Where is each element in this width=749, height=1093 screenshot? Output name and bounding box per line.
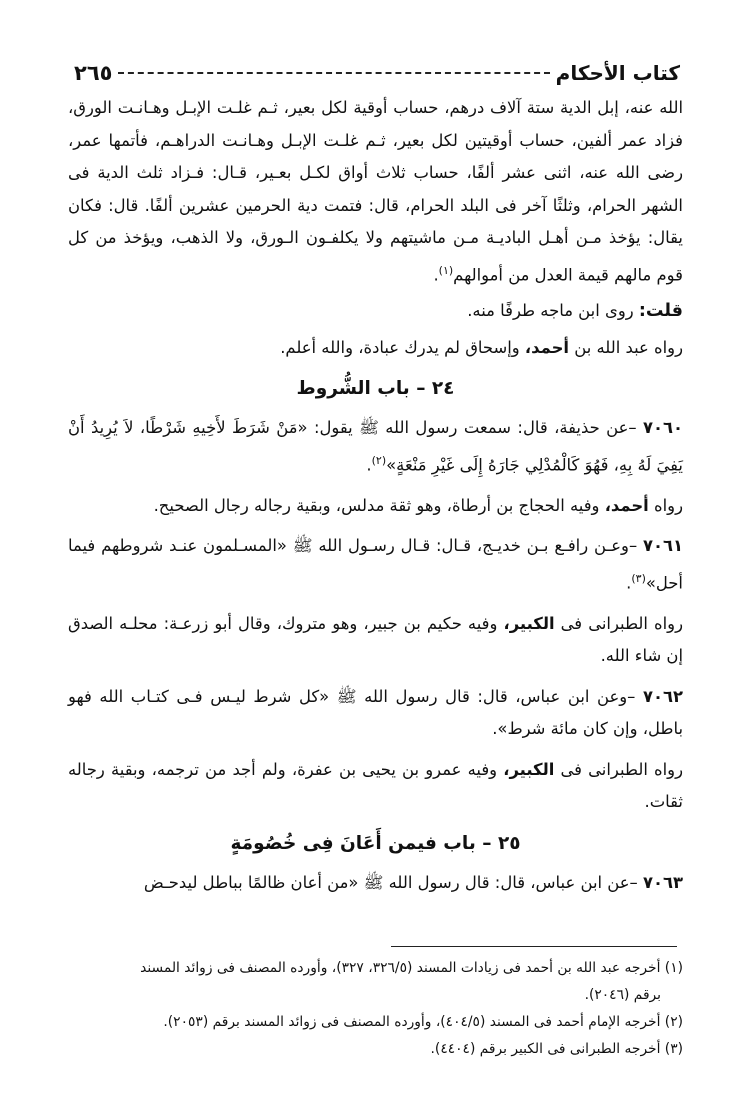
hadith-number-7061: ٧٠٦١	[642, 536, 683, 556]
riwaya-7061	[68, 608, 683, 673]
main-text	[68, 92, 683, 907]
page-number: ٢٦٥	[74, 61, 113, 85]
hadith-7060: ٧٠٦٠ –عن حذيفة، قال: سمعت رسول الله ﷺ يقول: «مَنْ شَرَطَ لأَخِيهِ شَرْطًا، لاَ يُرِيدُ أَنْ يَفِيَ لَهُ بِهِ، فَهُوَ كَالْمُدْلِي جَارَهُ إِلَى غَيْرِ مَنْعَةٍ»$^{(٢)}$.	[68, 418, 683, 475]
riwaya-7062	[68, 754, 683, 819]
riwaya-7061-start: رواه الطبرانى فى	[554, 613, 683, 633]
header-dashed-rule	[118, 72, 549, 74]
paragraph-riwaya-abdullah	[68, 332, 683, 365]
hadith-7061: ٧٠٦١ –وعـن رافـع بـن خديـج، قـال: قـال رسـول الله ﷺ «المسـلمون عنـد شروطهم فيما أحل»$^{(٣)}$.	[68, 536, 683, 593]
source-kabir: الكبير،	[503, 613, 555, 633]
hadith-number-7060: ٧٠٦٠	[642, 418, 683, 438]
riwaya-7062-end: وفيه عمرو بن يحيى بن عفرة، ولم أجد من ترجمه، وبقية رجاله ثقات.	[68, 759, 683, 812]
footnote-ref-2: (٢)	[371, 453, 387, 467]
riwaya-7060-start: رواه	[648, 495, 683, 515]
hadith-text-7061: –وعـن رافـع بـن خديـج، قـال: قـال رسـول الله ﷺ «المسـلمون عنـد شروطهم فيما أحل»	[68, 536, 683, 593]
paragraph-qultu	[68, 295, 683, 328]
riwaya-7060-end: وفيه الحجاج بن أرطاة، وهو ثقة مدلس، وبقية رجاله رجال الصحيح.	[153, 495, 605, 515]
hadith-7062	[68, 681, 683, 746]
hadith-number-7062: ٧٠٦٢	[642, 686, 683, 706]
hadith-number-7063: ٧٠٦٣	[642, 872, 683, 892]
paragraph-diya-text: الله عنه، إبل الدية ستة آلاف درهم، حساب أوقية لكل بعير، ثـم غلـت الإبـل وهـانـت الورق، فزاد عمر ألفين، حساب أوقيتين لكل بعير، ثـم غلـت الإبـل وهـانـت الدراهـم، فأتمها عمر، رضى الله عنه، اثنى عشر ألفًا، حساب ثلاث أواق لكـل بعـير، قـال: فـزاد ثلث الدية فى الشهر الحرام، وثلثًا آخر فى البلد الحرام، قال: فتمت دية الحرمين عشرين ألفًا. قال: فكان يقال: يؤخذ مـن أهـل الباديـة مـن ماشيتهم ولا يكلفـون الـورق، ولا الذهب، ويؤخذ من كل قوم مالهم قيمة العدل من أموالهم	[68, 98, 683, 284]
footnote-ref-1: (١)	[438, 263, 454, 277]
footnote-separator	[391, 946, 677, 947]
qultu-label: قلت:	[638, 301, 683, 322]
hadith-text-7060: –عن حذيفة، قال: سمعت رسول الله ﷺ يقول: «مَنْ شَرَطَ لأَخِيهِ شَرْطًا، لاَ يُرِيدُ أَنْ يَفِيَ لَهُ بِهِ، فَهُوَ كَالْمُدْلِي جَارَهُ إِلَى غَيْرِ مَنْعَةٍ»	[68, 418, 683, 475]
riwaya-7061-end: وفيه حكيم بن جبير، وهو متروك، وقال أبو زرعـة: محلـه الصدق إن شاء الله.	[68, 613, 683, 666]
qultu-text: روى ابن ماجه طرفًا منه.	[467, 301, 639, 321]
footnote-2: (٢) أخرجه الإمام أحمد فى المسند (٤٠٤/٥)، وأورده المصنف فى زوائد المسند برقم (٢٠٥٣).	[163, 1014, 683, 1030]
footnote-1: (١) أخرجه عبد الله بن أحمد فى زيادات المسند (٣٢٦/٥، ٣٢٧)، وأورده المصنف فى زوائد المسند	[140, 960, 683, 976]
footnotes	[68, 955, 683, 1063]
name-ahmad: أحمد،	[524, 337, 570, 357]
footnote-ref-3: (٣)	[631, 571, 646, 585]
source-kabir-2: الكبير،	[503, 759, 555, 779]
footnote-3: (٣) أخرجه الطبرانى فى الكبير برقم (٤٤٠٤).	[430, 1041, 683, 1057]
running-header	[74, 56, 680, 90]
riwaya-abdullah-start: رواه عبد الله بن	[569, 337, 683, 357]
hadith-text-7062: –وعن ابن عباس، قال: قال رسول الله ﷺ «كل شرط ليـس فـى كتـاب الله فهو باطل، وإن كان مائة شرط».	[68, 686, 683, 739]
riwaya-abdullah-end: وإسحاق لم يدرك عبادة، والله أعلم.	[280, 337, 525, 357]
riwaya-7060	[68, 490, 683, 523]
paragraph-diya: الله عنه، إبل الدية ستة آلاف درهم، حساب أوقية لكل بعير، ثـم غلـت الإبـل وهـانـت الورق، فزاد عمر ألفين، حساب أوقيتين لكل بعير، ثـم غلـت الإبـل وهـانـت الدراهـم، فأتمها عمر، رضى الله عنه، اثنى عشر ألفًا، حساب ثلاث أواق لكـل بعـير، قـال: فـزاد ثلث الدية فى الشهر الحرام، وثلثًا آخر فى البلد الحرام، قال: فتمت دية الحرمين عشرين ألفًا. قال: فكان يقال: يؤخذ مـن أهـل الباديـة مـن ماشيتهم ولا يكلفـون الـورق، ولا الذهب، ويؤخذ من كل قوم مالهم قيمة العدل من أموالهم$^{(١)}$.	[68, 98, 683, 284]
name-ahmad-2: أحمد،	[604, 495, 649, 515]
riwaya-7062-start: رواه الطبرانى فى	[554, 759, 684, 779]
chapter-heading-25: ٢٥ – باب فيمن أَعَانَ فِى خُصُومَةٍ	[230, 832, 521, 854]
hadith-7063	[68, 867, 683, 900]
hadith-text-7063: –عن ابن عباس، قال: قال رسول الله ﷺ «من أعان ظالمًا بباطل ليدحـض	[143, 872, 643, 892]
footnote-1-continued: برقم (٢٠٤٦).	[584, 987, 661, 1003]
book-title: كتاب الأحكام	[555, 61, 680, 85]
chapter-heading-24: ٢٤ – باب الشُّروط	[296, 378, 455, 400]
